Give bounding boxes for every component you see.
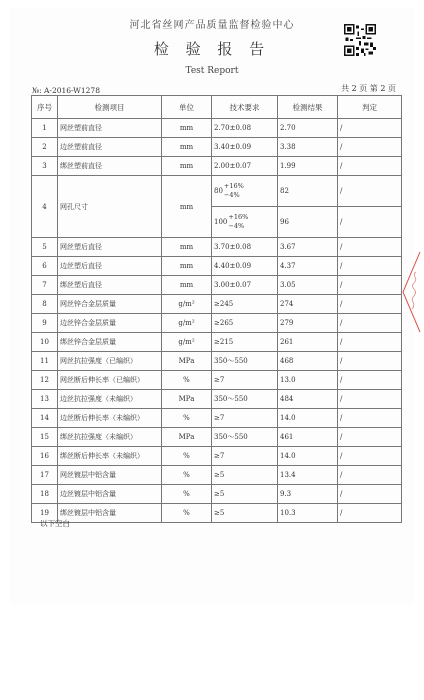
test-item: 绑丝锌合金层质量 <box>58 333 162 352</box>
unit: % <box>162 504 212 523</box>
spec-value: 2.00±0.07 <box>212 157 278 176</box>
unit: MPa <box>162 428 212 447</box>
organization-name: 河北省丝网产品质量监督检验中心 <box>129 20 295 31</box>
spec-value: ≥7 <box>212 409 278 428</box>
spec-value: ≥5 <box>212 466 278 485</box>
report-number: №: A-2016-W1278 <box>32 86 100 95</box>
spec-value: ≥215 <box>212 333 278 352</box>
test-item: 绑丝断后伸长率（未编织） <box>58 447 162 466</box>
table-row <box>32 485 402 504</box>
result-value: 274 <box>278 295 338 314</box>
row-number: 6 <box>32 257 58 276</box>
column-header: 序号 <box>32 96 58 119</box>
spec-value: 2.70±0.08 <box>212 119 278 138</box>
result-value: 1.99 <box>278 157 338 176</box>
table-row <box>32 157 402 176</box>
row-number: 18 <box>32 485 58 504</box>
test-item: 绑丝镀层中铝含量 <box>58 504 162 523</box>
table-row <box>32 504 402 523</box>
verdict: / <box>338 504 402 523</box>
verdict: / <box>338 371 402 390</box>
spec-value <box>212 207 278 238</box>
table-row <box>32 176 402 207</box>
row-number: 19 <box>32 504 58 523</box>
table-body-lower <box>32 238 402 523</box>
result-value: 484 <box>278 390 338 409</box>
test-item: 边丝锌合金层质量 <box>58 314 162 333</box>
column-header: 技术要求 <box>212 96 278 119</box>
verdict: / <box>338 138 402 157</box>
row-number: 4 <box>32 176 58 238</box>
unit: mm <box>162 157 212 176</box>
unit: % <box>162 485 212 504</box>
spec-value: ≥7 <box>212 447 278 466</box>
result-value: 4.37 <box>278 257 338 276</box>
row-number: 10 <box>32 333 58 352</box>
verdict: / <box>338 352 402 371</box>
table-row <box>32 314 402 333</box>
row-number: 8 <box>32 295 58 314</box>
row-number: 5 <box>32 238 58 257</box>
table-row <box>32 119 402 138</box>
row-number: 16 <box>32 447 58 466</box>
verdict: / <box>338 257 402 276</box>
spec-value: 350～550 <box>212 390 278 409</box>
spec-value: ≥5 <box>212 504 278 523</box>
column-header: 检测结果 <box>278 96 338 119</box>
result-value: 96 <box>278 207 338 238</box>
result-value: 261 <box>278 333 338 352</box>
test-item: 网孔尺寸 <box>58 176 162 238</box>
row-number: 13 <box>32 390 58 409</box>
test-item: 绑丝塑后直径 <box>58 276 162 295</box>
spec-upper-tolerance: +16% <box>223 182 244 190</box>
verdict: / <box>338 276 402 295</box>
spec-base: 80 <box>214 187 223 195</box>
row-number: 17 <box>32 466 58 485</box>
spec-value: ≥245 <box>212 295 278 314</box>
test-item: 边丝抗拉强度（未编织） <box>58 390 162 409</box>
unit: mm <box>162 257 212 276</box>
table-row <box>32 333 402 352</box>
unit: g/m² <box>162 314 212 333</box>
result-value: 3.05 <box>278 276 338 295</box>
row-number: 1 <box>32 119 58 138</box>
page-indicator: 共 2 页 第 2 页 <box>341 84 396 93</box>
spec-lower-tolerance: −4% <box>223 191 240 199</box>
row-number: 7 <box>32 276 58 295</box>
table-row <box>32 371 402 390</box>
unit: % <box>162 371 212 390</box>
results-table <box>31 95 402 523</box>
spec-upper-tolerance: +16% <box>228 213 249 221</box>
result-value: 10.3 <box>278 504 338 523</box>
test-item: 网丝塑后直径 <box>58 238 162 257</box>
result-value: 14.0 <box>278 447 338 466</box>
test-item: 边丝塑前直径 <box>58 138 162 157</box>
test-item: 绑丝塑前直径 <box>58 157 162 176</box>
verdict: / <box>338 390 402 409</box>
result-value: 9.3 <box>278 485 338 504</box>
unit: % <box>162 466 212 485</box>
row-number: 11 <box>32 352 58 371</box>
table-row <box>32 238 402 257</box>
spec-value: ≥7 <box>212 371 278 390</box>
verdict: / <box>338 295 402 314</box>
table-row <box>32 428 402 447</box>
table-row <box>32 466 402 485</box>
test-item: 边丝塑后直径 <box>58 257 162 276</box>
result-value: 461 <box>278 428 338 447</box>
table-body-upper <box>32 119 402 176</box>
row-number: 3 <box>32 157 58 176</box>
verdict: / <box>338 466 402 485</box>
result-value: 468 <box>278 352 338 371</box>
table-row <box>32 352 402 371</box>
unit: mm <box>162 276 212 295</box>
unit: mm <box>162 119 212 138</box>
spec-value: 3.00±0.07 <box>212 276 278 295</box>
unit: MPa <box>162 352 212 371</box>
test-item: 绑丝抗拉强度（未编织） <box>58 428 162 447</box>
test-item: 网丝塑前直径 <box>58 119 162 138</box>
unit: g/m² <box>162 295 212 314</box>
spec-value: ≥5 <box>212 485 278 504</box>
result-value: 2.70 <box>278 119 338 138</box>
table-row <box>32 390 402 409</box>
test-item: 边丝断后伸长率（未编织） <box>58 409 162 428</box>
table-header-row <box>32 96 402 119</box>
row-number: 14 <box>32 409 58 428</box>
spec-lower-tolerance: −4% <box>228 222 245 230</box>
test-item: 边丝镀层中铝含量 <box>58 485 162 504</box>
row-number: 15 <box>32 428 58 447</box>
table-row <box>32 276 402 295</box>
unit: mm <box>162 176 212 238</box>
column-header: 判定 <box>338 96 402 119</box>
test-item: 网丝镀层中铝含量 <box>58 466 162 485</box>
result-value: 3.38 <box>278 138 338 157</box>
verdict: / <box>338 428 402 447</box>
verdict: / <box>338 207 402 238</box>
spec-value: 350～550 <box>212 352 278 371</box>
test-item: 网丝断后伸长率（已编织） <box>58 371 162 390</box>
blank-below-note: 以下空白 <box>40 519 70 528</box>
seal-stamp <box>400 250 422 334</box>
spec-value: ≥265 <box>212 314 278 333</box>
verdict: / <box>338 119 402 138</box>
row-number: 2 <box>32 138 58 157</box>
report-subtitle: Test Report <box>185 66 239 76</box>
verdict: / <box>338 157 402 176</box>
unit: mm <box>162 138 212 157</box>
unit: g/m² <box>162 333 212 352</box>
column-header: 单位 <box>162 96 212 119</box>
verdict: / <box>338 485 402 504</box>
unit: % <box>162 409 212 428</box>
table-row <box>32 447 402 466</box>
verdict: / <box>338 238 402 257</box>
verdict: / <box>338 333 402 352</box>
verdict: / <box>338 176 402 207</box>
test-item: 网丝锌合金层质量 <box>58 295 162 314</box>
unit: mm <box>162 238 212 257</box>
verdict: / <box>338 314 402 333</box>
table-row <box>32 295 402 314</box>
verdict: / <box>338 409 402 428</box>
verdict: / <box>338 447 402 466</box>
result-value: 14.0 <box>278 409 338 428</box>
table-row <box>32 409 402 428</box>
table-row <box>32 138 402 157</box>
mesh-size-group <box>32 176 402 238</box>
table-row <box>32 257 402 276</box>
spec-value <box>212 176 278 207</box>
row-number: 12 <box>32 371 58 390</box>
row-number: 9 <box>32 314 58 333</box>
spec-value: 3.40±0.09 <box>212 138 278 157</box>
result-value: 279 <box>278 314 338 333</box>
result-value: 13.0 <box>278 371 338 390</box>
test-item: 网丝抗拉强度（已编织） <box>58 352 162 371</box>
spec-value: 350～550 <box>212 428 278 447</box>
result-value: 82 <box>278 176 338 207</box>
spec-value: 4.40±0.09 <box>212 257 278 276</box>
spec-value: 3.70±0.08 <box>212 238 278 257</box>
unit: MPa <box>162 390 212 409</box>
spec-base: 100 <box>214 218 228 226</box>
unit: % <box>162 447 212 466</box>
qr-code-icon <box>344 24 376 56</box>
result-value: 3.67 <box>278 238 338 257</box>
report-title: 检 验 报 告 <box>153 40 271 58</box>
result-value: 13.4 <box>278 466 338 485</box>
column-header: 检测项目 <box>58 96 162 119</box>
